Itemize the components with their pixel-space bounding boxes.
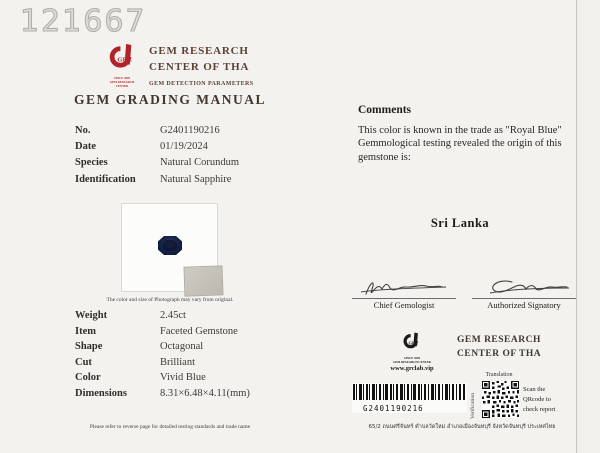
qr-code xyxy=(482,381,519,423)
card-edge-line xyxy=(576,0,577,453)
field-label: Cut xyxy=(75,356,92,368)
footer-org-line1: GEM RESEARCH xyxy=(457,335,541,345)
grc-logo-icon-black xyxy=(403,338,421,355)
card-edge-shade xyxy=(577,0,600,453)
reverse-page-note: Please refer to reverse page for detailed testing standards and trade name xyxy=(89,424,251,430)
signature-row xyxy=(352,276,576,310)
field-row-date xyxy=(75,141,239,157)
authorized-signatory-signature-block xyxy=(472,276,576,310)
field-value: Natural Sapphire xyxy=(160,173,232,185)
field-row-cut xyxy=(75,357,250,373)
field-row-color xyxy=(75,372,250,388)
field-label: Shape xyxy=(75,341,103,352)
gemstone-photo xyxy=(121,203,218,292)
field-row-species xyxy=(75,157,239,173)
barcode-block xyxy=(352,383,467,413)
svg-text:GRC: GRC xyxy=(116,56,132,64)
field-value: G2401190216 xyxy=(160,125,220,136)
grc-logo-icon xyxy=(109,58,136,75)
photo-caption: The color and size of Photograph may vary from original. xyxy=(106,297,234,303)
logo-sub-text: GEM RESEARCH CENTER xyxy=(109,80,135,89)
field-value: Vivid Blue xyxy=(160,372,206,383)
field-label: Identification xyxy=(75,173,136,185)
field-value: 8.31×6.48×4.11(mm) xyxy=(160,387,250,399)
field-row-shape xyxy=(75,341,250,357)
translation-label: Translation xyxy=(485,372,513,378)
field-label: Item xyxy=(75,325,96,337)
certificate-header xyxy=(104,44,254,89)
field-value: Brilliant xyxy=(160,356,195,368)
logo-since-text: SINCE 2005 xyxy=(114,76,130,80)
comments-heading: Comments xyxy=(358,104,412,116)
field-value: Faceted Gemstone xyxy=(160,325,238,337)
footer-org-name xyxy=(457,333,541,362)
field-value: 01/19/2024 xyxy=(160,141,208,153)
field-row-no xyxy=(75,125,239,141)
field-row-identification xyxy=(75,174,239,190)
org-name-line2: CENTER OF THA xyxy=(149,60,250,73)
field-label: No. xyxy=(75,125,91,136)
stamp-number: 121667 xyxy=(20,4,147,39)
field-label: Date xyxy=(75,141,96,153)
field-value: Natural Corundum xyxy=(160,157,240,169)
footer-grc-logo xyxy=(390,332,434,372)
field-label: Weight xyxy=(75,310,108,321)
chief-gemologist-signature-block xyxy=(352,276,456,310)
svg-text:GRC: GRC xyxy=(408,340,419,346)
org-name-block xyxy=(149,44,254,89)
field-value: 2.45ct xyxy=(160,310,186,321)
field-label: Color xyxy=(75,372,101,383)
website-url: www.grclab.vip xyxy=(390,365,434,373)
org-subtitle: GEM DETECTION PARAMETERS xyxy=(149,80,254,87)
barcode-number: G2401190216 xyxy=(363,404,424,413)
document-title: GEM GRADING MANUAL xyxy=(74,92,266,107)
field-label: Dimensions xyxy=(75,387,127,399)
field-label: Species xyxy=(75,157,108,169)
footer-org-line2: CENTER OF THA xyxy=(457,349,542,360)
field-row-dimensions xyxy=(75,388,250,404)
field-row-weight xyxy=(75,310,250,326)
signature-title: Chief Gemologist xyxy=(373,300,435,310)
sapphire-gem-image xyxy=(158,236,182,255)
grc-logo xyxy=(104,44,140,89)
org-name-line1: GEM RESEARCH xyxy=(149,45,249,57)
identification-fields xyxy=(75,125,239,190)
field-value: Octagonal xyxy=(160,341,204,352)
logo-sub-text: GEM RESEARCH CENTER xyxy=(393,360,431,365)
comments-text: This color is known in the trade as "Royal Blue" Gemmological testing revealed the origin of this gemstone is: xyxy=(358,125,562,163)
field-row-item xyxy=(75,326,250,342)
lab-address-thai: 65/2 ถนนศรีจันทร์ ตำบลวัดใหม่ อำเภอเมืองจันทบุรี จังหวัดจันทบุรี ประเทศไทย xyxy=(368,424,556,430)
origin-country: Sri Lanka xyxy=(430,216,490,230)
verification-label: Verification xyxy=(470,393,476,419)
logo-since-text: SINCE 2005 xyxy=(404,356,420,360)
reference-sticker xyxy=(183,265,223,296)
barcode xyxy=(353,384,465,400)
scan-instruction: Scan the QRcode to check report xyxy=(523,386,556,413)
signature-title: Authorized Signatory xyxy=(487,300,561,310)
grading-fields xyxy=(75,310,250,403)
